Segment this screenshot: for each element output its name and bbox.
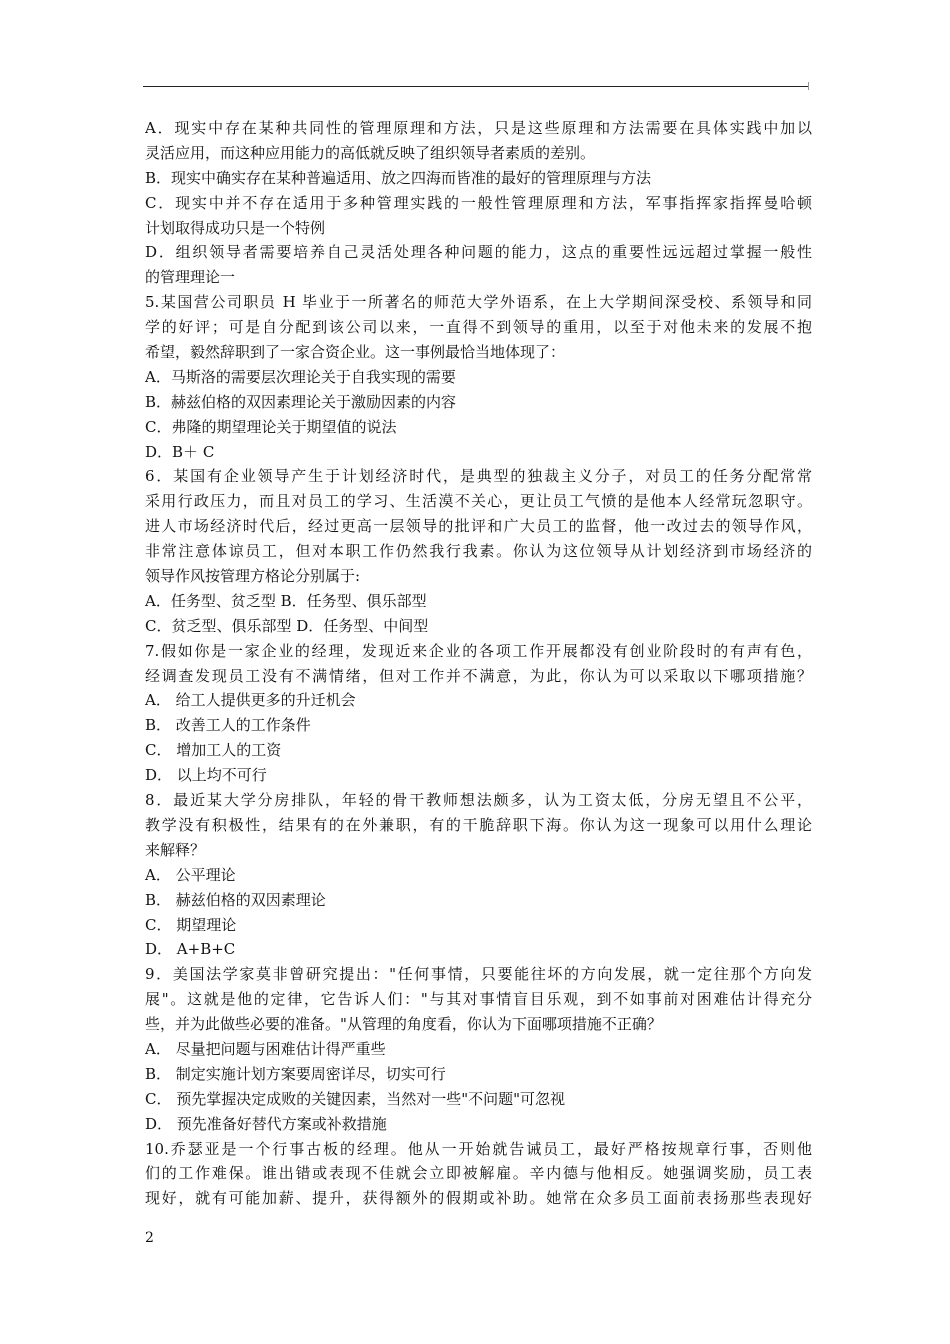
text-line: 进人市场经济时代后，经过更高一层领导的批评和广大员工的监督，他一改过去的领导作风， — [145, 517, 812, 536]
text-line: 希望，毅然辞职到了一家合资企业。这一事例最恰当地体现了： — [145, 343, 566, 362]
text-line: A． 公平理论 — [145, 865, 236, 884]
text-line: C． 期望理论 — [145, 915, 237, 934]
header-rule — [143, 86, 808, 87]
text-line: A．马斯洛的需要层次理论关于自我实现的需要 — [145, 367, 456, 386]
text-line: D． 预先准备好替代方案或补救措施 — [145, 1114, 387, 1133]
text-line: 5.某国营公司职员 H 毕业于一所著名的师范大学外语系，在上大学期间深受校、系领导和同 — [145, 293, 812, 312]
text-line: C． 预先掌握决定成败的关键因素，当然对一些"不问题"可忽视 — [145, 1089, 566, 1108]
text-line: C．贫乏型、俱乐部型 D．任务型、中间型 — [145, 616, 429, 635]
text-line: C．弗隆的期望理论关于期望值的说法 — [145, 417, 397, 436]
text-line: C． 增加工人的工资 — [145, 741, 282, 760]
text-line: 6．某国有企业领导产生于计划经济时代，是典型的独裁主义分子，对员工的任务分配常常 — [145, 467, 812, 486]
text-line: 教学没有积极性，结果有的在外兼职，有的干脆辞职下海。你认为这一现象可以用什么理论 — [145, 815, 812, 834]
text-line: 灵活应用，而这种应用能力的高低就反映了组织领导者素质的差别。 — [145, 143, 596, 162]
text-line: D．B＋ C — [145, 442, 215, 461]
text-line: B． 制定实施计划方案要周密详尽，切实可行 — [145, 1064, 446, 1083]
text-line: 们的工作难保。谁出错或表现不佳就会立即被解雇。辛内德与他相反。她强调奖励，员工表 — [145, 1164, 812, 1183]
text-line: 计划取得成功只是一个特例 — [145, 218, 326, 237]
text-line: B． 赫兹伯格的双因素理论 — [145, 890, 326, 909]
text-line: D．组织领导者需要培养自己灵活处理各种问题的能力，这点的重要性远远超过掌握一般性 — [145, 243, 812, 262]
text-line: D． 以上均不可行 — [145, 766, 267, 785]
text-line: B．现实中确实存在某种普遍适用、放之四海而皆准的最好的管理原理与方法 — [145, 168, 652, 187]
text-line: B． 改善工人的工作条件 — [145, 716, 311, 735]
text-line: 领导作风按管理方格论分别属于: — [145, 567, 361, 586]
text-line: 来解释？ — [145, 840, 206, 859]
page-number: 2 — [145, 1230, 154, 1246]
text-line: A． 给工人提供更多的升迁机会 — [145, 691, 356, 710]
text-line: A．现实中存在某种共同性的管理原理和方法，只是这些原理和方法需要在具体实践中加以 — [145, 119, 812, 137]
document-body — [145, 116, 812, 1211]
text-line: 的管理理论一 — [145, 268, 236, 287]
text-line: 7.假如你是一家企业的经理，发现近来企业的各项工作开展都没有创业阶段时的有声有色， — [145, 641, 812, 660]
text-line: A．任务型、贫乏型 B．任务型、俱乐部型 — [145, 591, 427, 610]
text-line: 10.乔瑟亚是一个行事古板的经理。他从一开始就告诫员工，最好严格按规章行事，否则他 — [145, 1139, 812, 1158]
text-line: C．现实中并不存在适用于多种管理实践的一般性管理原理和方法，军事指挥家指挥曼哈顿 — [145, 193, 812, 212]
text-line: 学的好评；可是自分配到该公司以来，一直得不到领导的重用，以至于对他未来的发展不抱 — [145, 318, 812, 337]
text-line: D． A+B+C — [145, 940, 236, 959]
header-corner-mark — [808, 82, 809, 90]
text-line: A． 尽量把问题与困难估计得严重些 — [145, 1039, 386, 1058]
text-line: 9．美国法学家莫非曾研究提出："任何事情，只要能往坏的方向发展，就一定往那个方向发 — [145, 965, 812, 984]
text-line: B．赫兹伯格的双因素理论关于激励因素的内容 — [145, 392, 457, 411]
text-line: 经调查发现员工没有不满情绪，但对工作并不满意，为此，你认为可以采取以下哪项措施？ — [145, 666, 812, 685]
text-line: 采用行政压力，而且对员工的学习、生活漠不关心，更让员工气愤的是他本人经常玩忽职守。 — [145, 492, 812, 511]
text-line: 现好，就有可能加薪、提升，获得额外的假期或补助。她常在众多员工面前表扬那些表现好 — [145, 1189, 812, 1208]
text-line: 8．最近某大学分房排队，年轻的骨干教师想法颇多，认为工资太低，分房无望且不公平， — [145, 791, 812, 810]
text-line: 非常注意体谅员工，但对本职工作仍然我行我素。你认为这位领导从计划经济到市场经济的 — [145, 542, 812, 561]
text-line: 些，并为此做些必要的准备。"从管理的角度看，你认为下面哪项措施不正确？ — [145, 1015, 662, 1034]
text-line: 展"。这就是他的定律，它告诉人们："与其对事情盲目乐观，到不如事前对困难估计得充分 — [145, 990, 812, 1009]
